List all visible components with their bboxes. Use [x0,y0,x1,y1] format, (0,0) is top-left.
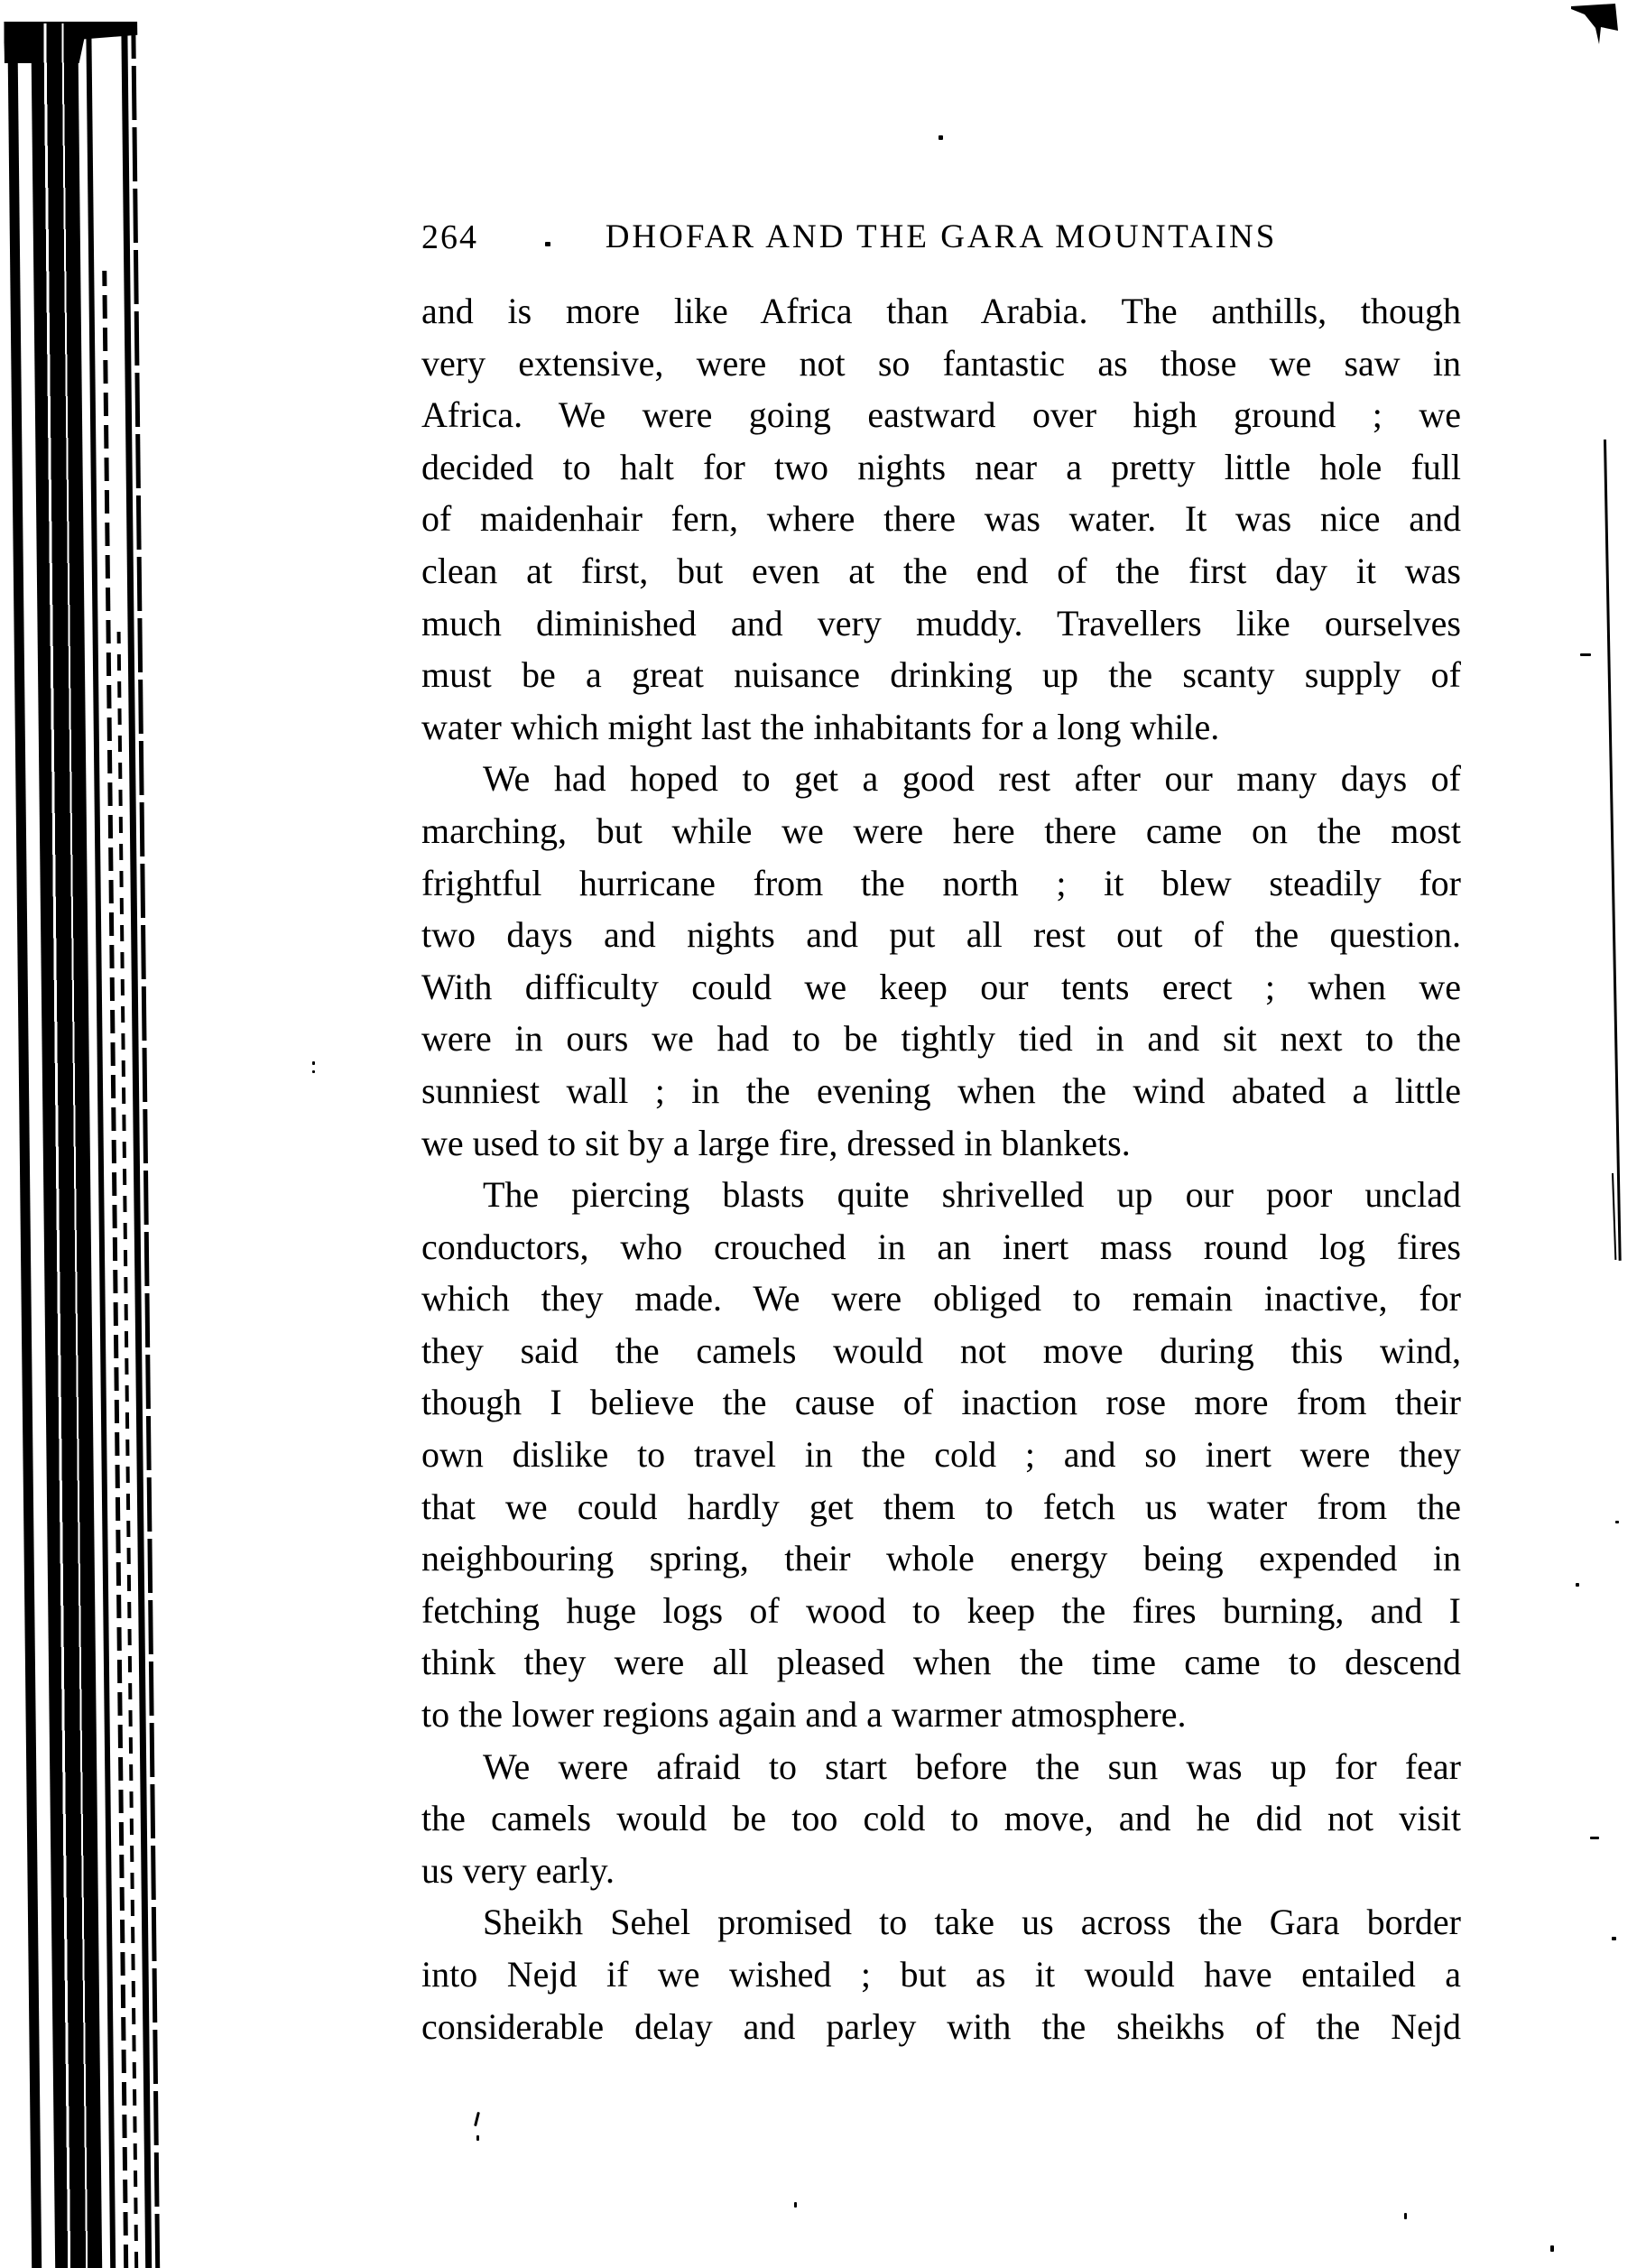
page-edge-line [1604,440,1622,1261]
ink-speck [312,1061,315,1065]
running-title: DHOFAR AND THE GARA MOUNTAINS [605,218,1278,255]
text-line: fetching huge logs of wood to keep the fires burning, and I [421,1589,1461,1631]
ink-speck [474,2112,480,2126]
ink-speck [312,1070,315,1073]
text-line: sunniest wall ; in the evening when the wind abated a little [421,1069,1461,1111]
text-line: two days and nights and put all rest out of the question. [421,914,1461,956]
corner-ink-blob [1568,3,1623,46]
text-line: though I believe the cause of inaction rose more from their [421,1382,1461,1423]
text-line: must be a great nuisance drinking up the scanty supply of [421,654,1461,696]
text-line: us very early. [421,1849,615,1891]
text-line: The piercing blasts quite shrivelled up our poor unclad [483,1174,1461,1216]
text-line: conductors, who crouched in an inert mass round log fires [421,1226,1461,1267]
page-edge-line [1612,1173,1616,1260]
page-number: 264 [421,218,478,256]
text-line: very extensive, were not so fantastic as those we saw in [421,342,1461,384]
text-line: frightful hurricane from the north ; it blew steadily for [421,862,1461,903]
text-line: own dislike to travel in the cold ; and so inert were they [421,1434,1461,1476]
text-line: were in ours we had to be tightly tied in and sit next to the [421,1018,1461,1060]
ink-speck [1404,2213,1407,2219]
text-line: much diminished and very muddy. Travellers like ourselves [421,602,1461,643]
paragraph [421,1896,1461,2052]
text-line: which they made. We were obliged to remain inactive, for [421,1278,1461,1319]
text-line: into Nejd if we wished ; but as it would have entailed a [421,1954,1461,1995]
text-line: think they were all pleased when the time came to descend [421,1642,1461,1683]
ink-speck [1576,1583,1579,1587]
ink-speck [794,2202,797,2208]
ink-speck [1590,1837,1599,1839]
text-line: we used to sit by a large fire, dressed in blankets. [421,1122,1131,1163]
text-line: With difficulty could we keep our tents erect ; when we [421,966,1461,1007]
text-line: decided to halt for two nights near a pretty little hole full [421,446,1461,487]
paragraph [421,1169,1461,1741]
text-line: water which might last the inhabitants for a long while. [421,706,1220,747]
ink-speck [1580,653,1591,656]
text-line: they said the camels would not move during this wind, [421,1329,1461,1371]
paragraph [421,285,1461,753]
text-line: that we could hardly get them to fetch us water from the [421,1486,1461,1527]
binding-scan-artifact [0,0,178,2268]
ink-speck [476,2135,479,2141]
text-line: the camels would be too cold to move, and he did not visit [421,1798,1461,1839]
text-line: neighbouring spring, their whole energy being expended in [421,1538,1461,1579]
ink-speck [1612,1937,1616,1940]
text-line: Africa. We were going eastward over high ground ; we [421,394,1461,436]
text-line: of maidenhair fern, where there was water. It was nice and [421,498,1461,540]
ink-speck [1615,1521,1619,1523]
text-line: We had hoped to get a good rest after our many days of [483,758,1461,800]
ink-speck [1550,2245,1554,2252]
text-line: considerable delay and parley with the sheikhs of the Nejd [421,2005,1461,2047]
paragraph [421,753,1461,1169]
paragraph [421,1741,1461,1897]
text-line: and is more like Africa than Arabia. The anthills, though [421,291,1461,331]
text-line: to the lower regions again and a warmer atmosphere. [421,1694,1187,1736]
text-line: clean at first, but even at the end of the first day it was [421,550,1461,591]
page-header [421,211,1461,264]
text-line: We were afraid to start before the sun was up for fear [483,1745,1461,1787]
ink-speck [939,135,943,140]
text-body [421,285,1461,2052]
text-line: marching, but while we were here there came on the most [421,810,1461,851]
text-line: Sheikh Sehel promised to take us across the Gara border [483,1902,1461,1943]
